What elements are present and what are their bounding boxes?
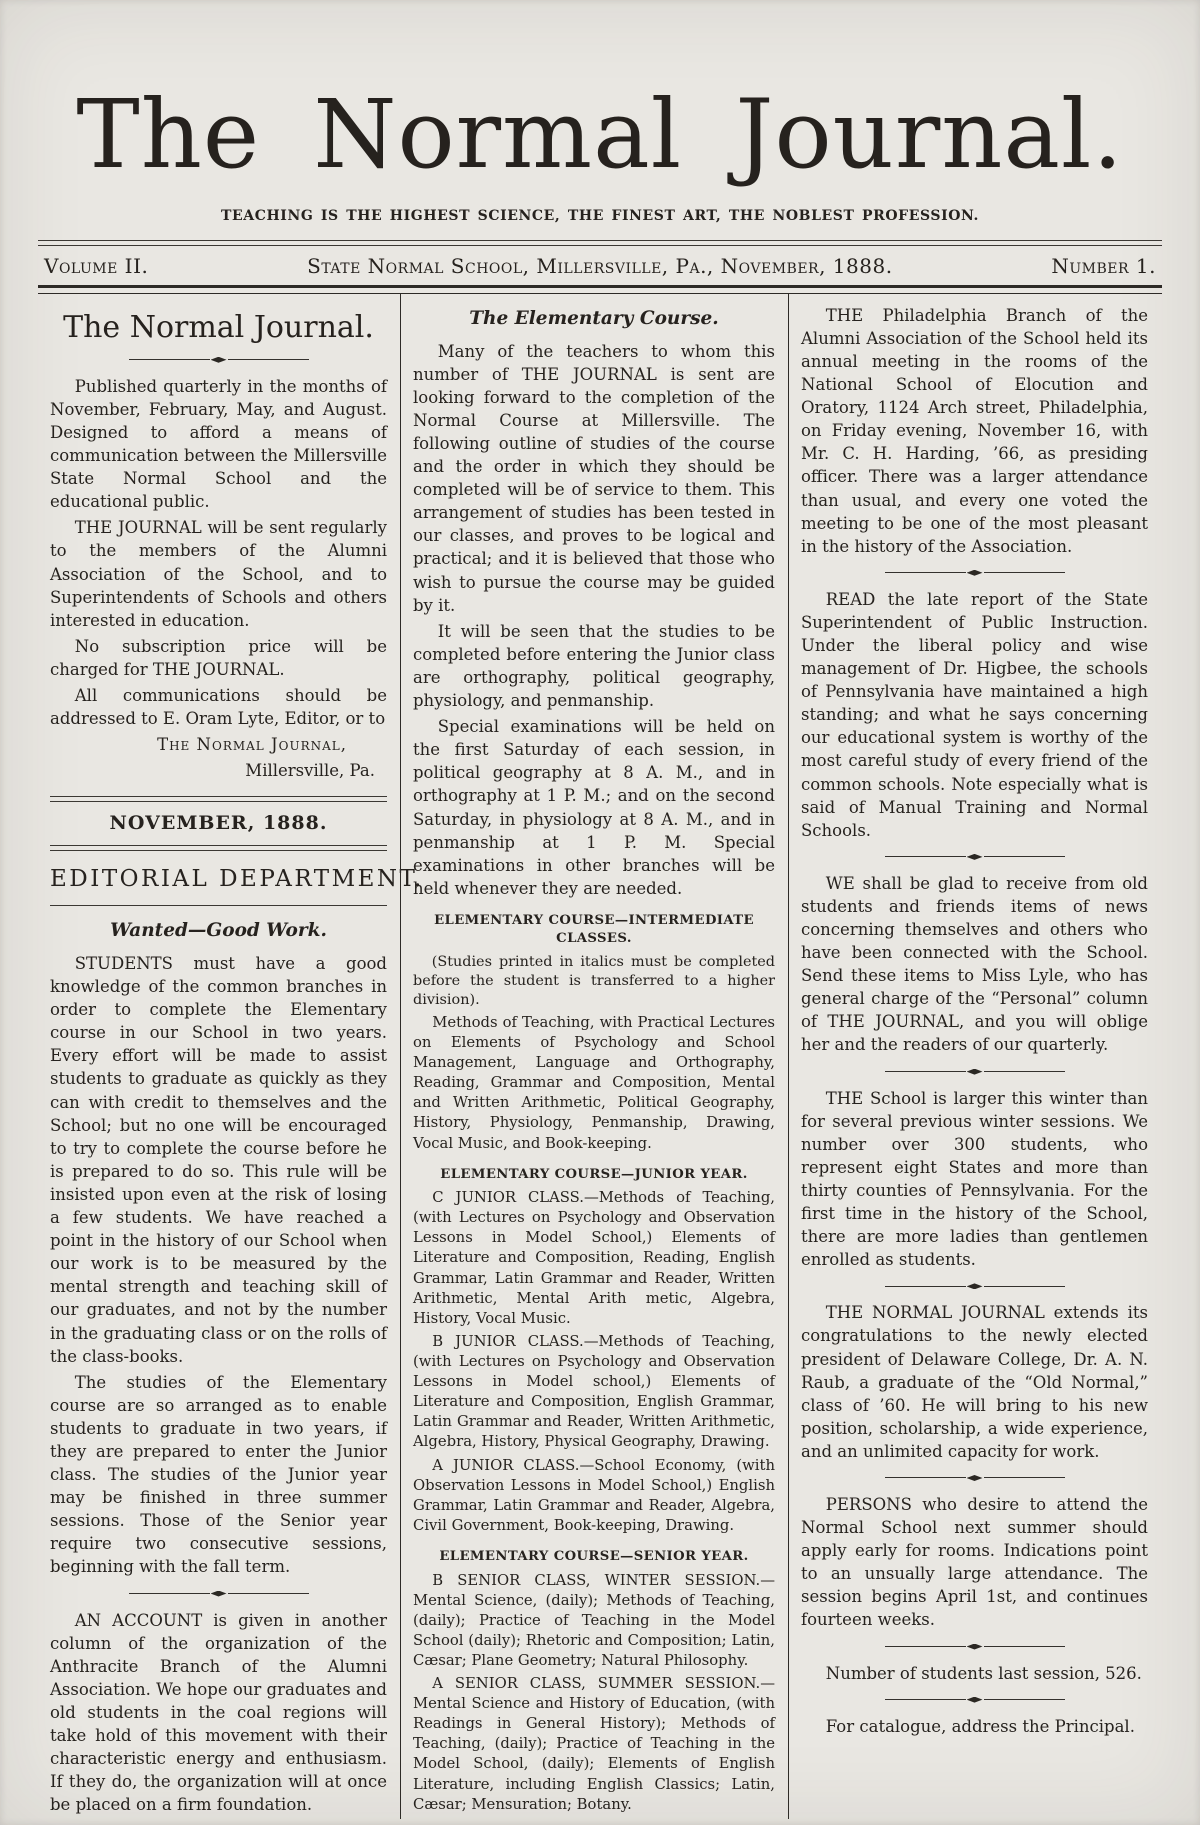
masthead-info-paragraph: All communications should be addressed to E. Oram Lyte, Editor, or to bbox=[50, 685, 387, 729]
issue-line: State Normal School, Millersville, Pa., November, 1888. bbox=[307, 253, 893, 278]
course-paragraph: C JUNIOR CLASS.—Methods of Teaching, (with Lectures on Psychology and Observation Lessons in Model School,) Elements of Literature and Composition, Reading, English Grammar, Latin Grammar and Reader, Written Arithmetic, Mental Arith metic, Algebra, History, Vocal Music. bbox=[413, 1189, 775, 1327]
course-section-heading: ELEMENTARY COURSE—SENIOR YEAR. bbox=[439, 1549, 749, 1565]
address-line: Millersville, Pa. bbox=[245, 761, 375, 781]
course-section-heading: ELEMENTARY COURSE—JUNIOR YEAR. bbox=[440, 1166, 748, 1182]
article-columns bbox=[38, 294, 1162, 1820]
article-paragraph: It will be seen that the studies to be completed before entering the Junior class are orthography, political geography, physiology, and penmanship. bbox=[413, 621, 775, 711]
article-paragraph: AN ACCOUNT is given in another column of the organization of the Anthracite Branch of the Alumni Association. We hope our graduates and old students in the coal regions will take hold of this movement with their characteristic energy and enthusiasm. If they do, the organization will at once be placed on a firm foundation. bbox=[50, 1610, 387, 1815]
number-label: Number 1. bbox=[1051, 253, 1156, 278]
volume-label: Volume II. bbox=[44, 253, 149, 278]
section-divider bbox=[129, 357, 309, 363]
news-item: THE NORMAL JOURNAL extends its congratulations to the newly elected president of Delaware College, Dr. A. N. Raub, a graduate of the “Old Normal,” class of ’60. He will bring to his new position, scholarship, a wide experience, and an unlimited capacity for work. bbox=[801, 1303, 1148, 1461]
article-title: Wanted—Good Work. bbox=[110, 920, 327, 942]
diamond-icon bbox=[967, 854, 983, 860]
course-paragraph: A SENIOR CLASS, SUMMER SESSION.—Mental Science and History of Education, (with Readings in General History); Methods of Teaching, (daily); Practice of Teaching in the Model School, (daily); Elements of English Literature, including English Classics; Latin, Cæsar; Mensuration; Botany. bbox=[413, 1675, 775, 1813]
column-2 bbox=[400, 294, 788, 1820]
diamond-icon bbox=[967, 1644, 983, 1650]
diamond-icon bbox=[967, 1283, 983, 1289]
date-heading: NOVEMBER, 1888. bbox=[109, 812, 328, 835]
news-item: READ the late report of the State Superintendent of Public Instruction. Under the liberal policy and wise management of Dr. Higbee, the schools of Pennsylvania have maintained a high standing; and what he says concerning our educational system is worthy of the most careful study of every friend of the common schools. Note especially what is said of Manual Training and Normal Schools. bbox=[801, 589, 1148, 840]
news-item: Number of students last session, 526. bbox=[825, 1663, 1142, 1683]
masthead-info-paragraph: THE JOURNAL will be sent regularly to the members of the Alumni Association of the School, and to Superintendents of Schools and others interested in education. bbox=[50, 518, 387, 630]
volume-row bbox=[38, 246, 1162, 285]
news-item: For catalogue, address the Principal. bbox=[825, 1716, 1135, 1736]
section-divider bbox=[885, 1069, 1065, 1075]
journal-info-heading: The Normal Journal. bbox=[63, 309, 374, 345]
diamond-icon bbox=[967, 1697, 983, 1703]
course-paragraph: B JUNIOR CLASS.—Methods of Teaching, (with Lectures on Psychology and Observation Lessons in Model school,) Elements of Literature and Composition, English Grammar, Latin Grammar and Reader, Written Arithmetic, Algebra, History, Physical Geography, Drawing. bbox=[413, 1332, 775, 1451]
department-heading: EDITORIAL DEPARTMENT. bbox=[50, 865, 424, 892]
diamond-icon bbox=[211, 1591, 227, 1597]
course-paragraph: A JUNIOR CLASS.—School Economy, (with Observation Lessons in Model School,) English Grammar, Latin Grammar and Reader, Algebra, Civil Government, Book-keeping, Drawing. bbox=[413, 1456, 775, 1534]
article-title: The Elementary Course. bbox=[469, 307, 719, 329]
masthead-info-paragraph: Published quarterly in the months of November, February, May, and August. Designed to afford a means of communication between the Millersville State Normal School and the educational public. bbox=[50, 376, 387, 512]
news-item: THE School is larger this winter than for several previous winter sessions. We number over 300 students, who represent eight States and more than thirty counties of Pennsylvania. For the first time in the history of the School, there are more ladies than gentlemen enrolled as students. bbox=[801, 1088, 1148, 1270]
course-paragraph: B SENIOR CLASS, WINTER SESSION.—Mental Science, (daily); Methods of Teaching, (daily); Practice of Teaching in the Model School (daily); Rhetoric and Composition; Latin, Cæsar; Plane Geometry; Natural Philosophy. bbox=[413, 1571, 775, 1669]
column-1 bbox=[38, 294, 424, 1820]
article-paragraph: The studies of the Elementary course are so arranged as to enable students to graduate in two years, if they are prepared to enter the Junior class. The studies of the Junior year may be finished in three summer sessions. Those of the Senior year require two consecutive sessions, beginning with the fall term. bbox=[50, 1372, 387, 1577]
section-divider bbox=[129, 1591, 309, 1597]
newspaper-title: The Normal Journal. bbox=[76, 80, 1124, 190]
diamond-icon bbox=[967, 1069, 983, 1075]
diamond-icon bbox=[967, 1475, 983, 1481]
course-section-heading: ELEMENTARY COURSE—INTERMEDIATE CLASSES. bbox=[434, 912, 754, 947]
section-divider bbox=[885, 1697, 1065, 1703]
section-divider bbox=[885, 1283, 1065, 1289]
diamond-icon bbox=[211, 357, 227, 363]
course-paragraph: Methods of Teaching, with Practical Lectures on Elements of Psychology and School Management, Language and Orthography, Reading, Grammar and Composition, Mental and Written Arithmetic, Political Geography, History, Physiology, Penmanship, Drawing, Vocal Music, and Book-keeping. bbox=[413, 1013, 775, 1152]
news-item: WE shall be glad to receive from old students and friends items of news concerning themselves and others who have been connected with the School. Send these items to Miss Lyle, who has general charge of the “Personal” column of THE JOURNAL, and you will oblige her and the readers of our quarterly. bbox=[801, 873, 1148, 1055]
section-divider bbox=[885, 1644, 1065, 1650]
section-divider bbox=[885, 1475, 1065, 1481]
course-note: (Studies printed in italics must be completed before the student is transferred to a higher division). bbox=[413, 953, 775, 1008]
diamond-icon bbox=[967, 570, 983, 576]
masthead bbox=[38, 0, 1162, 224]
news-item: PERSONS who desire to attend the Normal School next summer should apply early for rooms. Indications point to an unsually large attendance. The session begins April 1st, and continues fourteen weeks. bbox=[801, 1494, 1148, 1630]
article-paragraph: Special examinations will be held on the first Saturday of each session, in political geography at 8 A. M., and in orthography at 1 P. M.; and on the second Saturday, in physiology at 8 A. M., and in penmanship at 1 P. M. Special examinations in other branches will be held whenever they are needed. bbox=[413, 717, 775, 898]
masthead-info-paragraph: No subscription price will be charged for THE JOURNAL. bbox=[50, 636, 387, 679]
masthead-tagline: TEACHING IS THE HIGHEST SCIENCE, THE FINEST ART, THE NOBLEST PROFESSION. bbox=[220, 207, 980, 224]
section-divider bbox=[885, 570, 1065, 576]
news-item: THE Philadelphia Branch of the Alumni Association of the School held its annual meeting in the rooms of the National School of Elocution and Oratory, 1124 Arch street, Philadelphia, on Friday evening, November 16, with Mr. C. H. Harding, ’66, as presiding officer. There was a larger attendance than usual, and every one voted the meeting to be one of the most pleasant in the history of the Association. bbox=[801, 305, 1148, 556]
masthead-rule-bottom bbox=[38, 285, 1162, 294]
article-paragraph: STUDENTS must have a good knowledge of the common branches in order to complete the Elementary course in our School in two years. Every effort will be made to assist students to graduate as quickly as they can with credit to themselves and the School; but no one will be encouraged to try to complete the course before he is prepared to do so. This rule will be insisted upon even at the risk of losing a few students. We have reached a point in the history of our School when our work is to be measured by the mental strength and teaching skill of our graduates, and not by the number in the graduating class or on the rolls of the class-books. bbox=[50, 954, 387, 1366]
address-line: The Normal Journal, bbox=[157, 735, 347, 755]
article-paragraph: Many of the teachers to whom this number of THE JOURNAL is sent are looking forward to the completion of the Normal Course at Millersville. The following outline of studies of the course and the order in which they should be completed will be of service to them. This arrangement of studies has been tested in our classes, and proves to be logical and practical; and it is believed that those who wish to pursue the course may be guided by it. bbox=[413, 341, 775, 615]
column-3 bbox=[788, 294, 1161, 1820]
section-divider bbox=[885, 854, 1065, 860]
